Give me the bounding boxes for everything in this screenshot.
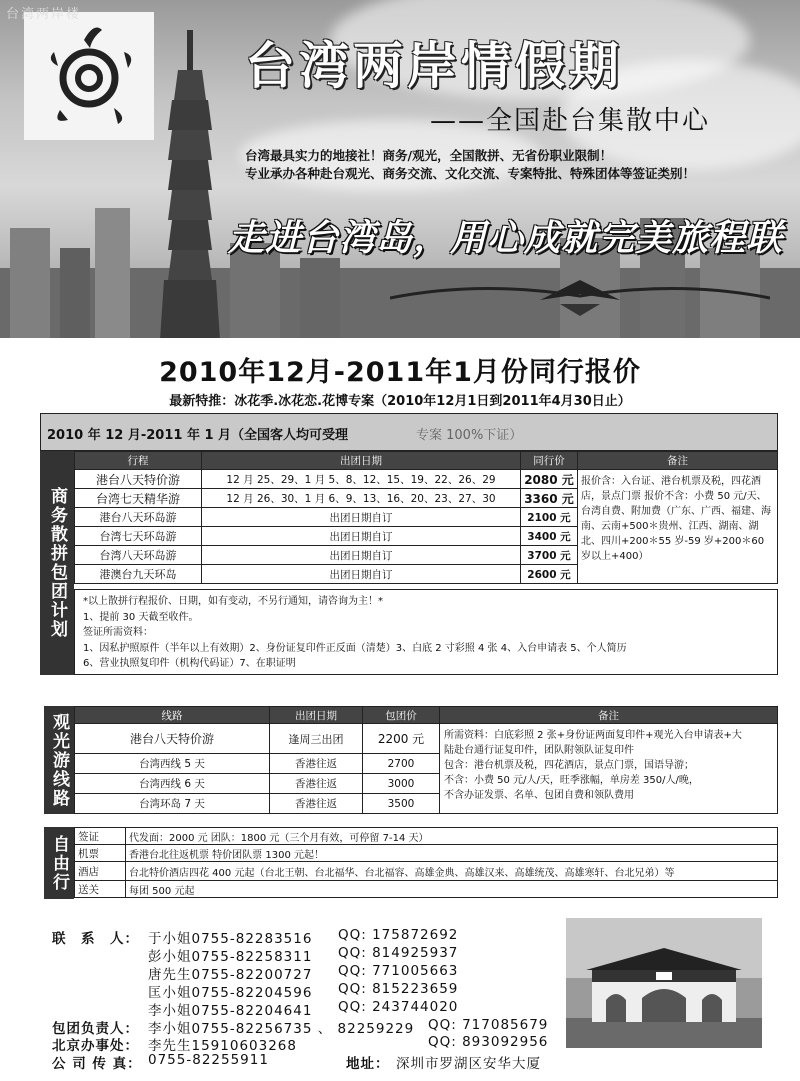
contact-qq: QQ: 815223659 — [338, 981, 459, 997]
free-row-label: 送关 — [75, 881, 126, 898]
section1-remark: 报价含：入台证、港台机票及税，四花酒店，景点门票 报价不含：小费 50 元/天、台湾自费、附加费（广东、广西、福建、海南、云南+500＊贵州、江西、湖南、湖北、四川+200＊55 岁-59 岁+200＊60 岁以上+400） — [578, 470, 778, 584]
intro-line-2: 专业承办各种赴台观光、商务交流、文化交流、专案特批、特殊团体等签证类别！ — [245, 166, 696, 181]
company-logo — [24, 12, 154, 140]
table-row-route: 台湾七天精华游 — [75, 489, 202, 508]
table-row-dates: 12 月 25、29、1 月 5、8、12、15、19、22、26、29 — [202, 470, 521, 489]
table-row-dates: 12 月 26、30、1 月 6、9、13、16、20、23、27、30 — [202, 489, 521, 508]
address-value: 深圳市罗湖区安华大厦 — [396, 1056, 541, 1072]
beijing-office-qq: QQ: 893092956 — [428, 1034, 549, 1050]
intro-line-1: 台湾最具实力的地接社！商务/观光，全国散拼、无省份职业限制！ — [245, 148, 613, 163]
remark-line: 不含办证发票、名单、包团自费和领队费用 — [444, 790, 634, 801]
col-remark: 备注 — [440, 707, 778, 724]
hero-banner — [0, 0, 800, 338]
section1-title: 2010 年 12 月-2011 年 1 月（全国客人均可受理 — [47, 428, 349, 443]
col-dates: 出团日期 — [270, 707, 363, 724]
table-row-route: 港台八天特价游 — [75, 470, 202, 489]
taipei-101-tower — [150, 30, 230, 338]
section1-title-bar — [40, 413, 778, 451]
table-row-dates: 出团日期自订 — [202, 527, 521, 546]
section2-route-table — [74, 706, 778, 814]
free-row-label: 酒店 — [75, 862, 126, 881]
group-contact-qq: QQ: 717085679 — [428, 1017, 549, 1033]
beijing-office-label: 北京办事处： — [52, 1038, 139, 1054]
remark-line: 陆赴台通行证复印件，团队附领队证复印件 — [444, 745, 634, 756]
contact-person: 李小姐0755-82204641 — [148, 1003, 313, 1019]
price-title: 2010年12月-2011年1月份同行报价 — [159, 357, 641, 388]
table-row-route: 台湾八天环岛游 — [75, 546, 202, 565]
fax-value: 0755-82255911 — [148, 1052, 269, 1068]
contact-person: 匡小姐0755-82204596 — [148, 985, 313, 1001]
group-contact-label: 包团负责人： — [52, 1021, 139, 1037]
section1-side-label: 商务散拼包团计划 — [40, 451, 74, 675]
contact-person: 唐先生0755-82200727 — [148, 967, 313, 983]
section1-notes-box — [74, 589, 778, 675]
contact-qq: QQ: 175872692 — [338, 927, 459, 943]
col-dates: 出团日期 — [202, 452, 521, 470]
free-row-value: 代发面：2000 元 团队：1800 元（三个月有效，可停留 7-14 天） — [126, 828, 778, 845]
table-row-price: 3500 — [363, 794, 440, 814]
corner-watermark-text: 台湾两岸楼 — [6, 7, 82, 22]
free-row-value: 每团 500 元起 — [126, 881, 778, 898]
table-row-dates: 出团日期自订 — [202, 508, 521, 527]
note-line: 1、提前 30 天截至收件。 — [83, 612, 199, 623]
table-row-route: 港澳台九天环岛 — [75, 565, 202, 584]
table-row-price: 2200 元 — [363, 724, 440, 754]
address-label: 地址： — [346, 1056, 390, 1072]
table-row-price: 2100 元 — [521, 508, 578, 527]
table-row-price: 3000 — [363, 774, 440, 794]
slogan: 走进台湾岛，用心成就完美旅程联 — [228, 218, 784, 259]
table-row-route: 港台八天环岛游 — [75, 508, 202, 527]
table-row-dates: 出团日期自订 — [202, 565, 521, 584]
table-row-price: 3700 元 — [521, 546, 578, 565]
col-route: 行程 — [75, 452, 202, 470]
remark-line: 包含：港台机票及税，四花酒店，景点门票，国语导游； — [444, 760, 694, 771]
free-row-value: 香港台北往返机票 特价团队票 1300 元起！ — [126, 845, 778, 862]
contact-qq: QQ: 814925937 — [338, 945, 459, 961]
note-line: *以上散拼行程报价、日期，如有变动，不另行通知，请咨询为主！* — [83, 596, 383, 607]
section1-title-tail: 专案 100%下证） — [416, 428, 523, 443]
section2-side-label: 观光游线路 — [44, 706, 74, 814]
ornament-divider — [390, 270, 770, 320]
subtitle: ——全国赴台集散中心 — [430, 106, 711, 136]
table-row-dates: 香港往返 — [270, 774, 363, 794]
remark-line: 不含：小费 50 元/人/天，旺季涨幅，单房差 350/人/晚， — [444, 775, 699, 786]
contact-qq: QQ: 243744020 — [338, 999, 459, 1015]
note-line: 签证所需资料： — [83, 627, 153, 638]
section3-side-label: 自由行 — [44, 827, 74, 899]
table-row-dates: 香港往返 — [270, 794, 363, 814]
col-remark: 备注 — [578, 452, 778, 470]
section2-remark — [440, 724, 778, 814]
table-row-route: 港台八天特价游 — [75, 724, 270, 754]
table-row-route: 台湾环岛 7 天 — [75, 794, 270, 814]
table-row-dates: 香港往返 — [270, 754, 363, 774]
free-row-value: 台北特价酒店四花 400 元起（台北王朝、台北福华、台北福容、高雄金典、高雄汉来、高雄统茂、高雄寒轩、台北兄弟）等 — [126, 862, 778, 881]
col-route: 线路 — [75, 707, 270, 724]
fax-label: 公 司 传 真： — [52, 1056, 142, 1072]
group-contact-value: 李小姐0755-82256735 、 82259229 — [148, 1021, 415, 1037]
table-row-price: 3360 元 — [521, 489, 578, 508]
note-line: 6、营业执照复印件（机构代码证）7、在职证明 — [83, 658, 296, 669]
remark-line: 所需资料：白底彩照 2 张+身份证两面复印件+观光入台申请表+大 — [444, 730, 742, 741]
table-row-route: 台湾七天环岛游 — [75, 527, 202, 546]
contact-person: 彭小姐0755-82258311 — [148, 949, 313, 965]
special-promotion: 最新特推：冰花季.冰花恋.花博专案（2010年12月1日到2011年4月30日止） — [169, 394, 631, 409]
contact-label: 联 系 人： — [52, 931, 139, 947]
table-row-price: 2080 元 — [521, 470, 578, 489]
free-row-label: 签证 — [75, 828, 126, 845]
col-price: 包团价 — [363, 707, 440, 724]
table-row-price: 2600 元 — [521, 565, 578, 584]
main-title: 台湾两岸情假期 — [245, 37, 623, 95]
section1-price-table — [74, 451, 778, 584]
memorial-gate-photo — [566, 918, 762, 1048]
free-row-label: 机票 — [75, 845, 126, 862]
table-row-route: 台湾西线 6 天 — [75, 774, 270, 794]
table-row-price: 3400 元 — [521, 527, 578, 546]
contact-person: 于小姐0755-82283516 — [148, 931, 313, 947]
col-price: 同行价 — [521, 452, 578, 470]
table-row-route: 台湾西线 5 天 — [75, 754, 270, 774]
note-line: 1、因私护照原件（半年以上有效期）2、身份证复印件正反面（清楚）3、白底 2 寸彩照 4 张 4、入台申请表 5、个人简历 — [83, 643, 627, 654]
section3-free-travel-table — [74, 827, 778, 898]
table-row-dates: 出团日期自订 — [202, 546, 521, 565]
table-row-dates: 逢周三出团 — [270, 724, 363, 754]
table-row-price: 2700 — [363, 754, 440, 774]
beijing-office-value: 李先生15910603268 — [148, 1038, 297, 1054]
contact-qq: QQ: 771005663 — [338, 963, 459, 979]
